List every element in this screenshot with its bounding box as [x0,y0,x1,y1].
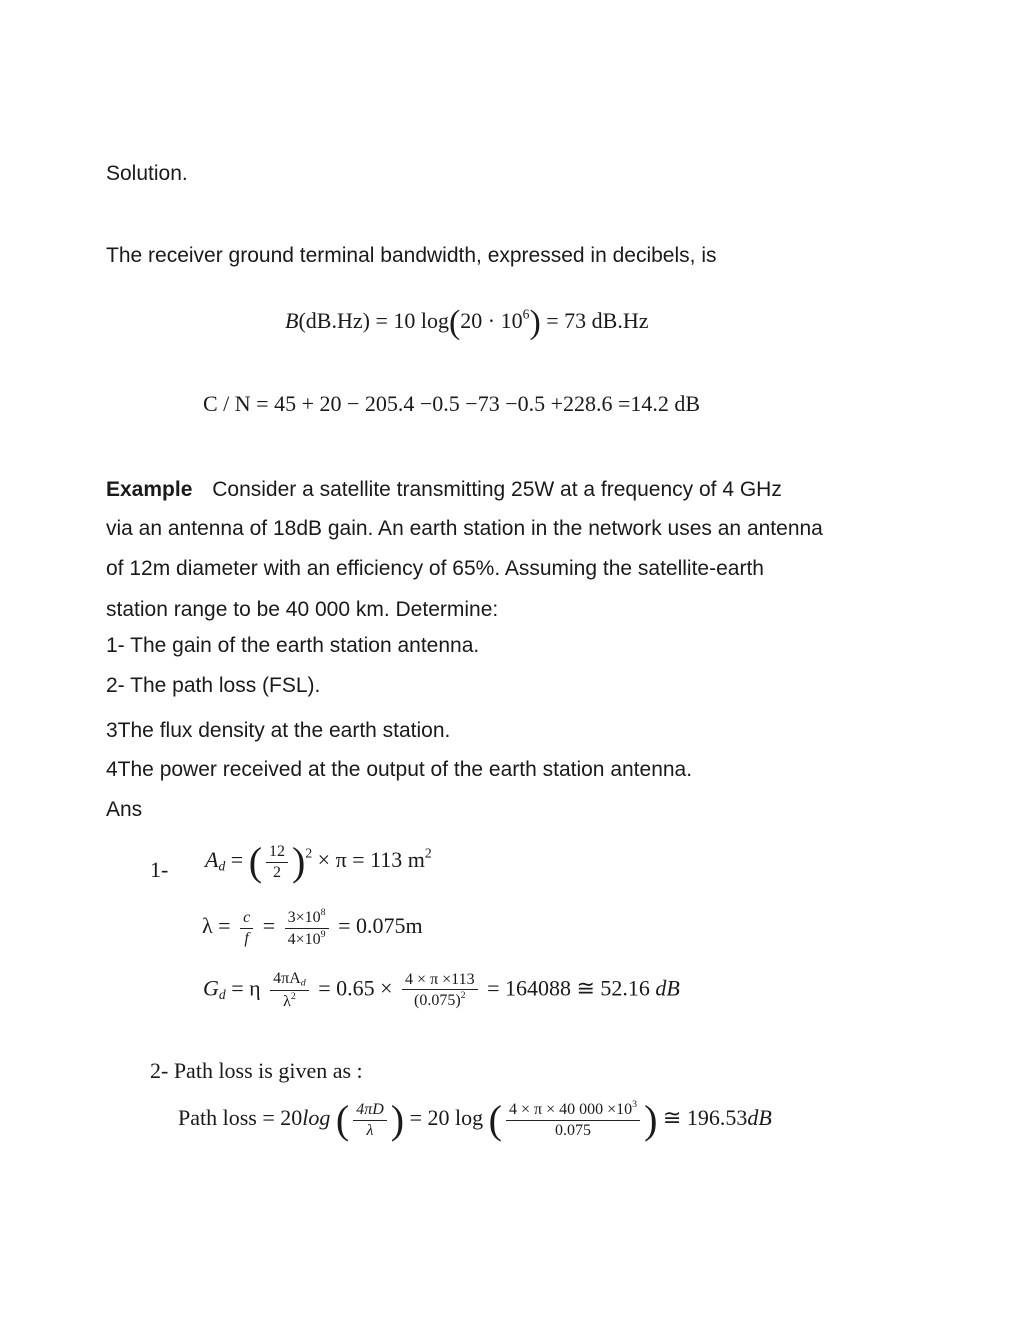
gain-equation: $G_d = \eta$ $\frac{4\pi A_d}{\lambda^2}$ = 0.65 × $\frac{4 \times \pi \times 113}{(0.075)^2}$ = 164088 ≅ 52.16 dB [203,970,680,1011]
example-first-line: Example Consider a satellite transmitting 25W at a frequency of 4 GHz [106,478,782,501]
example-line: of 12m diameter with an efficiency of 65%. Assuming the satellite-earth [106,557,764,580]
question-item: 2- The path loss (FSL). [106,674,321,697]
lambda-equation: λ = $\frac{c}{f}$ = $\frac{3\times 10^8}{4\times 10^9}$ = 0.075m [202,907,423,948]
area-equation: $A_d$ = ( $\frac{12}{2}$ )$^2$ × π = 113 $m^2$ [205,839,432,884]
answer1-label: 1- [150,857,169,882]
question-item: 3The flux density at the earth station. [106,719,451,742]
bandwidth-equation: B(dB.Hz) = 10 $\log(20 \cdot 10^6) = 73$ dB.Hz [285,304,649,341]
example-line: via an antenna of 18dB gain. An earth station in the network uses an antenna [106,517,823,540]
solution-heading: Solution. [106,162,188,185]
ans-label: Ans [106,798,143,821]
answer2-heading: 2- Path loss is given as : [150,1058,363,1083]
path-loss-equation: Path loss = 20log ( $\frac{4\pi D}{\lambda}$ ) = 20 log ( $\frac{4 \times \pi \times 40 000 \times 10^3}{0.075}$ ) ≅ 196.53dB [178,1097,772,1142]
example-line: station range to be 40 000 km. Determine: [106,598,499,621]
example-label: Example [106,478,193,501]
question-item: 1- The gain of the earth station antenna. [106,634,480,657]
question-item: 4The power received at the output of the earth station antenna. [106,758,693,781]
bandwidth-intro: The receiver ground terminal bandwidth, expressed in decibels, is [106,244,717,267]
cn-equation: C / N = 45 + 20 − 205.4 −0.5 −73 −0.5 +228.6 =14.2 dB [203,391,701,416]
